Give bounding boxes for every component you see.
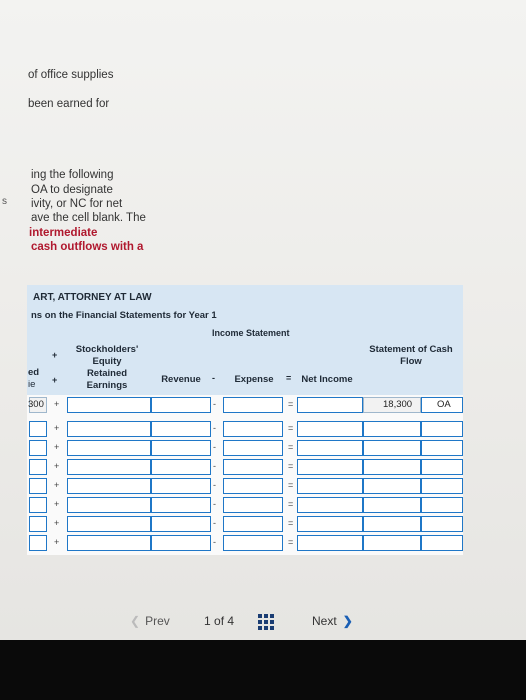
minus-operator: -: [213, 499, 216, 509]
financial-statements-panel: [27, 285, 463, 555]
chevron-left-icon: ❮: [130, 614, 141, 628]
minus-operator: -: [213, 442, 216, 452]
edge-fragment: s: [2, 196, 7, 207]
plus-operator: +: [54, 399, 60, 409]
cell-cash-flow-amount[interactable]: [363, 478, 421, 494]
panel-header: [27, 285, 463, 325]
cell-net-income[interactable]: [297, 535, 363, 551]
equals-operator: =: [288, 518, 294, 528]
minus-operator: -: [213, 399, 216, 409]
income-statement-title: Income Statement: [212, 328, 290, 338]
cell-revenue[interactable]: [151, 421, 211, 437]
cell-cash-flow-amount[interactable]: [363, 459, 421, 475]
equals-operator: =: [288, 537, 294, 547]
column-header-partial: ed: [28, 367, 40, 378]
income-statement-band: [27, 325, 463, 341]
cell-cash-flow-amount[interactable]: [363, 535, 421, 551]
column-header-stockholders-equity: Stockholders' Equity: [75, 344, 139, 367]
next-label: Next: [312, 614, 337, 628]
cell-retained-earnings[interactable]: [67, 421, 151, 437]
plus-operator: +: [54, 480, 60, 490]
column-header-net-income: Net Income: [301, 374, 353, 385]
cell-net-income[interactable]: [297, 440, 363, 456]
cell-cash-flow-activity[interactable]: [421, 440, 463, 456]
column-header-cash-flow: Statement of Cash Flow: [369, 344, 453, 367]
cell-revenue[interactable]: [151, 535, 211, 551]
instruction-line: OA to designate: [31, 184, 113, 196]
equals-operator: =: [288, 461, 294, 471]
cell-col-a[interactable]: [29, 535, 47, 551]
cell-revenue[interactable]: [151, 440, 211, 456]
cell-col-a[interactable]: [29, 421, 47, 437]
cell-cash-flow-activity[interactable]: [421, 535, 463, 551]
cell-expense[interactable]: [223, 535, 283, 551]
minus-operator: -: [213, 518, 216, 528]
plus-operator: +: [54, 423, 60, 433]
equals-operator: =: [288, 442, 294, 452]
instruction-line-emphasis: intermediate: [29, 227, 98, 239]
equals-operator: =: [288, 480, 294, 490]
cell-col-a[interactable]: [29, 440, 47, 456]
plus-operator: +: [54, 499, 60, 509]
cell-expense[interactable]: [223, 478, 283, 494]
instruction-line-emphasis: cash outflows with a: [31, 241, 144, 253]
cell-retained-earnings[interactable]: [67, 397, 151, 413]
cell-retained-earnings[interactable]: [67, 535, 151, 551]
cell-revenue[interactable]: [151, 459, 211, 475]
equals-operator: =: [288, 399, 294, 409]
cell-net-income[interactable]: [297, 459, 363, 475]
cell-col-a[interactable]: [29, 478, 47, 494]
cell-retained-earnings[interactable]: [67, 478, 151, 494]
cell-expense[interactable]: [223, 497, 283, 513]
cell-revenue[interactable]: [151, 397, 211, 413]
minus-operator: -: [213, 461, 216, 471]
cell-cash-flow-amount[interactable]: [363, 421, 421, 437]
page-current: 1: [204, 614, 211, 628]
cell-revenue[interactable]: [151, 478, 211, 494]
chevron-right-icon: ❯: [342, 614, 353, 628]
cell-col-a[interactable]: [29, 459, 47, 475]
pagination-bar: [0, 610, 526, 636]
plus-operator: +: [54, 518, 60, 528]
panel-subtitle: ns on the Financial Statements for Year 1: [31, 310, 217, 321]
page-total: 4: [227, 614, 235, 628]
cell-cash-flow-amount[interactable]: [363, 440, 421, 456]
bottom-bar: [0, 640, 526, 700]
instruction-line: ave the cell blank. The: [31, 212, 146, 224]
cell-cash-flow-activity[interactable]: [421, 497, 463, 513]
cell-cash-flow-activity[interactable]: [421, 516, 463, 532]
cell-retained-earnings[interactable]: [67, 516, 151, 532]
prev-button[interactable]: [130, 614, 170, 628]
cell-net-income[interactable]: [297, 516, 363, 532]
minus-operator: -: [212, 373, 215, 383]
equals-operator: =: [286, 373, 292, 383]
cell-net-income[interactable]: [297, 478, 363, 494]
text-fragment: of office supplies: [28, 69, 114, 81]
column-header-revenue: Revenue: [161, 374, 201, 385]
value-col-a: 300: [28, 399, 44, 410]
value-activity: OA: [437, 399, 451, 410]
instruction-line: ing the following: [31, 169, 114, 181]
minus-operator: -: [213, 423, 216, 433]
instruction-line: ivity, or NC for net: [31, 198, 123, 210]
cell-expense[interactable]: [223, 421, 283, 437]
plus-operator: +: [54, 442, 60, 452]
cell-col-a[interactable]: [29, 497, 47, 513]
cell-expense[interactable]: [223, 397, 283, 413]
cell-col-a[interactable]: [29, 516, 47, 532]
cell-net-income[interactable]: [297, 421, 363, 437]
cell-retained-earnings[interactable]: [67, 440, 151, 456]
page-of: of: [214, 614, 225, 628]
plus-operator: +: [52, 350, 58, 360]
cell-retained-earnings[interactable]: [67, 459, 151, 475]
minus-operator: -: [213, 537, 216, 547]
plus-operator: +: [54, 537, 60, 547]
cell-expense[interactable]: [223, 440, 283, 456]
equals-operator: =: [288, 499, 294, 509]
cell-cash-flow-activity[interactable]: [421, 421, 463, 437]
prev-label: Prev: [145, 614, 170, 628]
cell-expense[interactable]: [223, 516, 283, 532]
cell-revenue[interactable]: [151, 516, 211, 532]
equals-operator: =: [288, 423, 294, 433]
page-indicator: [204, 614, 234, 628]
grid-icon[interactable]: [258, 614, 274, 630]
cell-cash-flow-activity[interactable]: [421, 478, 463, 494]
text-fragment: been earned for: [28, 98, 110, 110]
column-header-row: [27, 341, 463, 395]
cell-cash-flow-amount[interactable]: [363, 497, 421, 513]
column-header-partial: ie: [28, 379, 36, 390]
cell-cash-flow-amount[interactable]: [363, 516, 421, 532]
cell-revenue[interactable]: [151, 497, 211, 513]
panel-title: ART, ATTORNEY AT LAW: [33, 292, 152, 303]
cell-net-income[interactable]: [297, 397, 363, 413]
cell-expense[interactable]: [223, 459, 283, 475]
cell-net-income[interactable]: [297, 497, 363, 513]
plus-operator: +: [52, 375, 58, 385]
column-header-expense: Expense: [234, 374, 274, 385]
minus-operator: -: [213, 480, 216, 490]
value-cash-flow: 18,300: [383, 399, 413, 410]
cell-cash-flow-activity[interactable]: [421, 459, 463, 475]
next-button[interactable]: [312, 614, 353, 628]
cell-retained-earnings[interactable]: [67, 497, 151, 513]
column-header-retained-earnings: Retained Earnings: [86, 368, 128, 391]
plus-operator: +: [54, 461, 60, 471]
